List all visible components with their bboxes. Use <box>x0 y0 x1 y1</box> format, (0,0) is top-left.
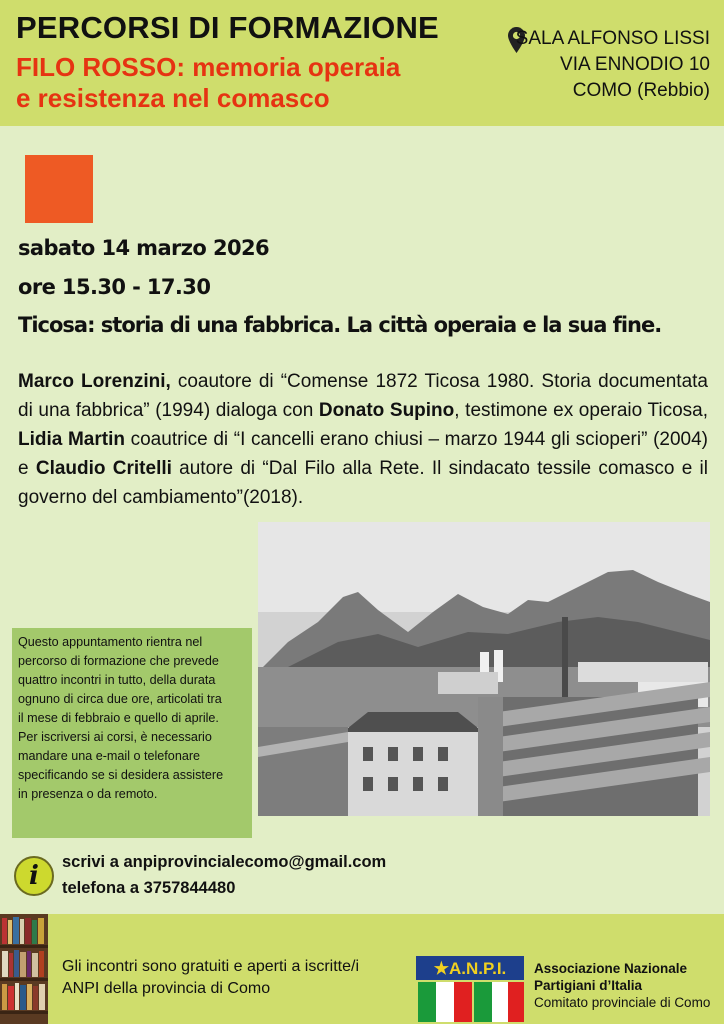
speaker-name: Claudio Critelli <box>35 458 172 479</box>
contact-phone[interactable]: telefona a 3757844480 <box>62 879 236 897</box>
footer-note-line-2: ANPI della provincia di Como <box>62 980 271 997</box>
footer-note <box>62 956 359 1000</box>
org-line-3: Comitato provinciale di Como <box>534 995 711 1010</box>
info-line: in presenza o da remoto. <box>18 787 158 801</box>
speaker-name: Donato Supino <box>318 400 455 421</box>
red-square-decoration <box>25 155 93 223</box>
event-date: sabato 14 marzo 2026 <box>18 236 270 260</box>
speaker-info: autore di “Dal Filo alla Rete. Il sindacato tessile comasco e il governo del cambiamento”(2018). <box>18 458 708 508</box>
org-line-1: Associazione Nazionale <box>534 961 688 976</box>
info-line: quattro incontri in tutto, della durata <box>18 673 216 687</box>
venue-address <box>516 26 710 104</box>
page-title: PERCORSI DI FORMAZIONE <box>16 10 439 45</box>
event-time: ore 15.30 - 17.30 <box>18 275 211 299</box>
subtitle-line-2: e resistenza nel comasco <box>16 83 330 113</box>
anpi-logo <box>416 956 524 1024</box>
info-line: il mese di febbraio e quello di aprile. <box>18 711 219 725</box>
org-line-2: Partigiani d’Italia <box>534 978 643 993</box>
venue-street: VIA ENNODIO 10 <box>560 54 710 75</box>
factory-photo <box>258 522 710 816</box>
footer-band <box>0 914 724 1024</box>
info-icon: i <box>14 856 54 896</box>
info-line: percorso di formazione che prevede <box>18 654 219 668</box>
info-line: ognuno di circa due ore, articolati tra <box>18 692 222 706</box>
venue-name: SALA ALFONSO LISSI <box>515 28 710 49</box>
info-line: Questo appuntamento rientra nel <box>18 635 203 649</box>
event-description <box>18 367 708 512</box>
info-box <box>12 628 252 838</box>
header-band <box>0 0 724 126</box>
bookshelf-image <box>0 914 48 1024</box>
info-line: specificando se si desidera assistere <box>18 768 224 782</box>
svg-text:★A.N.P.I.: ★A.N.P.I. <box>433 959 507 978</box>
venue-city: COMO (Rebbio) <box>572 80 710 101</box>
subtitle-line-1: FILO ROSSO: memoria operaia <box>16 52 401 82</box>
contact-email[interactable]: scrivi a anpiprovincialecomo@gmail.com <box>62 853 387 871</box>
event-title: Ticosa: storia di una fabbrica. La città operaia e la sua fine. <box>18 313 662 337</box>
info-line: mandare una e-mail o telefonare <box>18 749 201 763</box>
footer-note-line-1: Gli incontri sono gratuiti e aperti a iscritte/i <box>62 958 360 975</box>
speaker-info: coautrice di “I cancelli erano chiusi – marzo 1944 gli scioperi” (2004) e <box>18 429 708 479</box>
speaker-info: coautore di “Comense 1872 Ticosa 1980. Storia documentata di una fabbrica” (1994) dialoga con <box>18 371 708 421</box>
speaker-name: Lidia Martin <box>18 429 125 450</box>
anpi-org-name <box>534 960 710 1011</box>
series-subtitle <box>16 52 486 114</box>
speaker-name: Marco Lorenzini, <box>18 371 171 392</box>
info-line: Per iscriversi ai corsi, è necessario <box>18 730 212 744</box>
speaker-info: , testimone ex operaio Ticosa, <box>454 400 708 421</box>
